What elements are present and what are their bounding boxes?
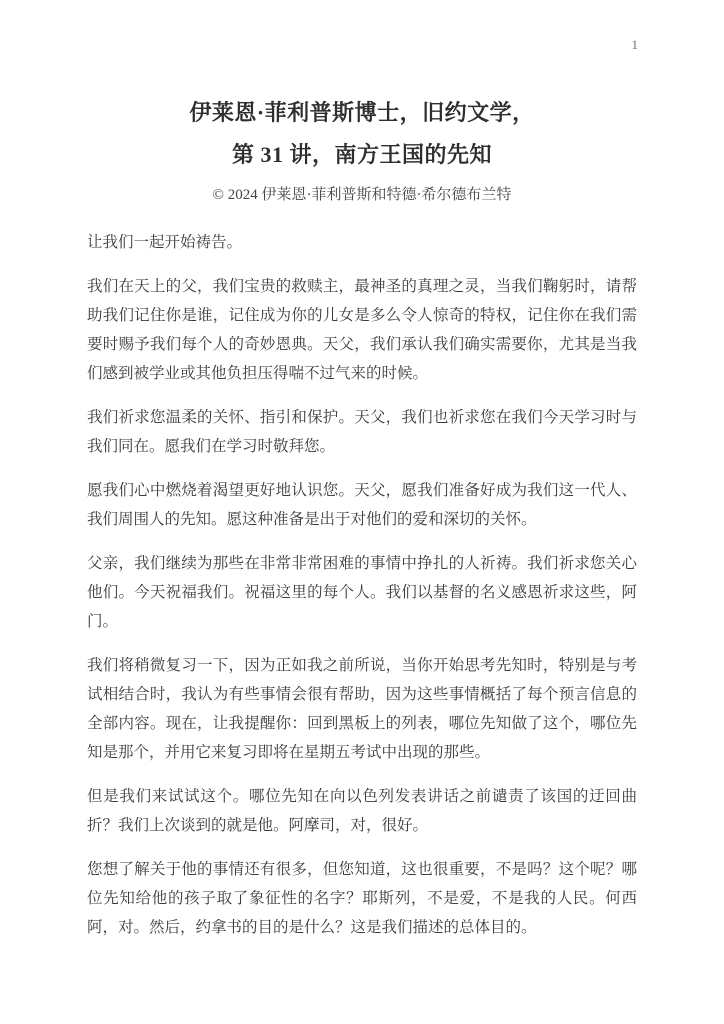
page-content	[0, 92, 724, 942]
paragraph-prayer-blessing: 父亲，我们继续为那些在非常非常困难的事情中挣扎的人祈祷。我们祈求您关心他们。今天祝福我们。祝福这里的每个人。我们以基督的名义感恩祈求这些，阿门。	[87, 555, 637, 630]
copyright-line: © 2024 伊莱恩·菲利普斯和特德·希尔德布兰特	[212, 187, 512, 203]
paragraph-prayer-hearts: 愿我们心中燃烧着渴望更好地认识您。天父，愿我们准备好成为我们这一代人、我们周围人的先知。愿这种准备是出于对他们的爱和深切的关怀。	[87, 482, 637, 528]
paragraph-prayer-guidance: 我们祈求您温柔的关怀、指引和保护。天父，我们也祈求您在我们今天学习时与我们同在。愿我们在学习时敬拜您。	[87, 409, 637, 455]
paragraph-opening-prayer: 让我们一起开始祷告。	[87, 234, 243, 251]
paragraph-review-intro: 我们将稍微复习一下，因为正如我之前所说，当你开始思考先知时，特别是与考试相结合时，我认为有些事情会很有帮助，因为这些事情概括了每个预言信息的全部内容。现在，让我提醒你：回到黑板上的列表，哪位先知做了这个，哪位先知是那个，并用它来复习即将在星期五考试中出现的那些。	[87, 657, 637, 761]
paragraph-quiz-hosea-jonah: 您想了解关于他的事情还有很多，但您知道，这也很重要，不是吗？这个呢？哪位先知给他的孩子取了象征性的名字？耶斯列，不是爱，不是我的人民。何西阿，对。然后，约拿书的目的是什么？这是我们描述的总体目的。	[87, 861, 637, 936]
paragraph-quiz-amos: 但是我们来试试这个。哪位先知在向以色列发表讲话之前谴责了该国的迂回曲折？我们上次谈到的就是他。阿摩司，对，很好。	[87, 788, 637, 834]
page-number: 1	[631, 37, 638, 52]
body-text	[87, 228, 637, 942]
title-line-2: 第 31 讲，南方王国的先知	[231, 142, 492, 167]
paragraph-prayer-father: 我们在天上的父，我们宝贵的救赎主，最神圣的真理之灵，当我们鞠躬时，请帮助我们记住你是谁，记住成为你的儿女是多么令人惊奇的特权，记住你在我们需要时赐予我们每个人的奇妙恩典。天父，我们承认我们确实需要你，尤其是当我们感到被学业或其他负担压得喘不过气来的时候。	[87, 278, 637, 382]
title-line-1: 伊莱恩·菲利普斯博士，旧约文学，	[189, 100, 535, 125]
document-title	[87, 92, 637, 206]
